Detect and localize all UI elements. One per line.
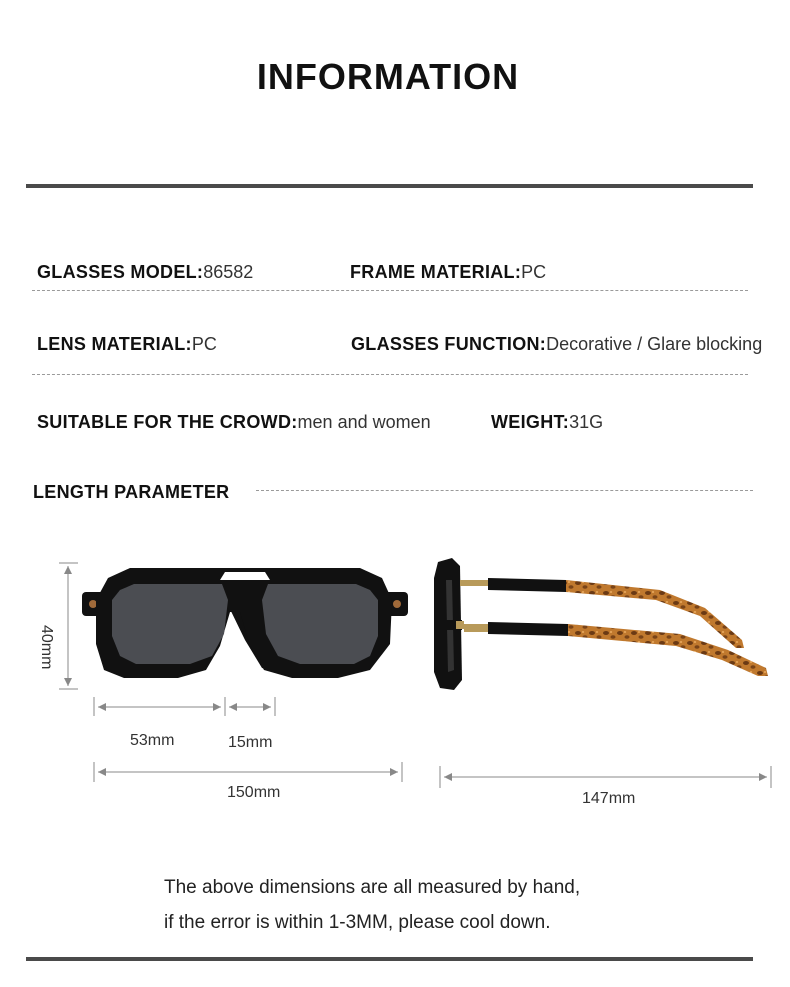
temple-upper-black bbox=[488, 578, 566, 592]
lens-right bbox=[262, 584, 378, 664]
rivet-right bbox=[393, 600, 401, 608]
dim-temple-label: 147mm bbox=[582, 790, 636, 807]
spec-key: WEIGHT: bbox=[491, 412, 570, 432]
spec-key: LENS MATERIAL: bbox=[37, 334, 192, 354]
spec-key: GLASSES MODEL: bbox=[37, 262, 204, 282]
spec-value: Decorative / Glare blocking bbox=[546, 334, 763, 354]
spec-key: FRAME MATERIAL: bbox=[350, 262, 522, 282]
dim-lens-width-label: 53mm bbox=[130, 732, 175, 749]
glasses-side-view bbox=[434, 558, 768, 690]
spec-value: 86582 bbox=[203, 262, 254, 282]
note-line-1: The above dimensions are all measured by hand, bbox=[164, 877, 581, 898]
spec-value: 31G bbox=[569, 412, 604, 432]
bottom-divider bbox=[26, 957, 753, 961]
rivet-left bbox=[89, 600, 97, 608]
dim-frame-width-label: 150mm bbox=[227, 784, 281, 801]
temple-lower-tortoise bbox=[568, 624, 768, 676]
temple-lower-black bbox=[488, 622, 568, 636]
spec-key: SUITABLE FOR THE CROWD: bbox=[37, 412, 298, 432]
glasses-front-view bbox=[82, 568, 408, 678]
dim-bridge-label: 15mm bbox=[228, 734, 273, 751]
page-title: INFORMATION bbox=[256, 56, 520, 97]
lens-left bbox=[112, 584, 228, 664]
note-line-2: if the error is within 1-3MM, please cool down. bbox=[164, 912, 551, 933]
bridge-gap bbox=[220, 572, 270, 580]
spec-value: PC bbox=[521, 262, 547, 282]
side-hinge bbox=[456, 621, 464, 629]
spec-value: men and women bbox=[297, 412, 431, 432]
length-parameter-label: LENGTH PARAMETER bbox=[33, 482, 230, 502]
spec-key: GLASSES FUNCTION: bbox=[351, 334, 547, 354]
spec-value: PC bbox=[191, 334, 217, 354]
dim-height-label: 40mm bbox=[38, 625, 55, 670]
